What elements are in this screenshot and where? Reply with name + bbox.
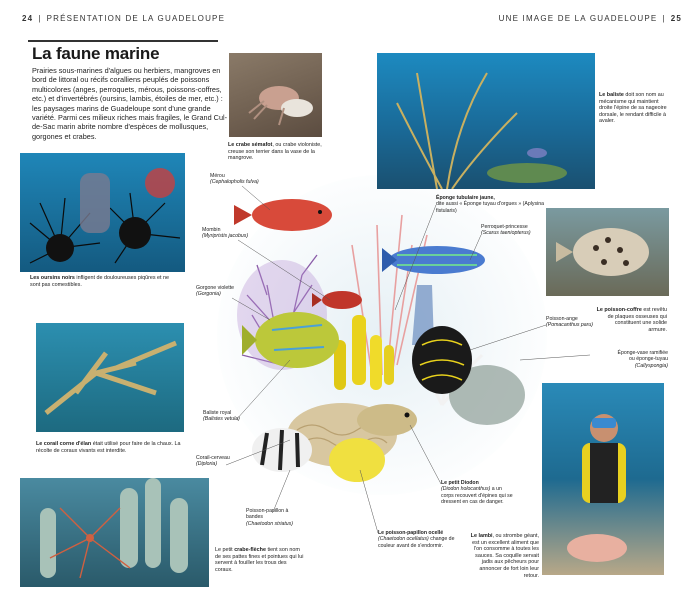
label-diodon-bold: Le petit Diodon [441, 480, 479, 486]
label-diodon-latin: (Diodon holocanthus) [441, 486, 491, 493]
left-running-title: PRÉSENTATION DE LA GUADELOUPE [46, 14, 226, 23]
label-mombin-name: Mombin [202, 227, 221, 233]
label-mombin-latin: (Myripristis jacobus) [202, 233, 249, 240]
conch-caption-text: , ou strombe géant, est un excellent aliment que l'on consomme à toutes les sauces. Sa coquille servait jadis aux pêcheurs pour annoncer de fort loin leur retour. [472, 533, 539, 579]
label-merou-name: Mérou [210, 173, 225, 179]
triggerfish-caption-text: doit son nom au mécanisme qui maintient droite l'épine de sa nageoire dorsale, le rendant difficile à avaler. [599, 92, 667, 125]
label-eponge-vase-latin: (Callyspongia) [634, 362, 668, 369]
label-baliste-royal [203, 410, 273, 423]
label-ocelle-text: change de couleur avant de s'endormir. [378, 536, 455, 549]
triggerfish-caption-bold: Le baliste [599, 92, 624, 98]
label-eponge-tubulaire [436, 195, 546, 214]
label-eponge-vase [588, 350, 668, 369]
urchins-caption-text: infligent de douloureuses piqûres et ne sont pas comestibles. [30, 275, 170, 288]
triggerfish-photo [377, 53, 595, 189]
elkhorn-caption-bold: Le corail corne d'élan [36, 441, 92, 447]
label-ocelle-latin: (Chaetodon ocellatus) [378, 536, 429, 543]
label-diodon [441, 480, 515, 505]
label-ocelle [378, 530, 458, 549]
label-eponge-tubulaire-text: dite aussi « Éponge tuyau d'orgues » (Aplysina fistularis) [436, 201, 544, 214]
label-eponge-vase-text: ou éponge-tuyau [629, 356, 668, 363]
label-perroquet-name: Perroquet-princesse [481, 224, 528, 230]
right-page-number: 25 [670, 14, 682, 23]
label-diodon-text: a un corps recouvert d'épines qui se dressent en cas de danger. [441, 486, 513, 505]
right-running-title: UNE IMAGE DE LA GUADELOUPE [498, 14, 658, 23]
label-perroquet [481, 224, 551, 237]
label-papillon-bandes [246, 508, 306, 527]
page-title: La faune marine [32, 44, 160, 63]
conch-caption [463, 533, 539, 579]
label-baliste-royal-name: Baliste royal [203, 410, 232, 416]
intro-text: Prairies sous-marines d'algues ou herbiers, mangroves en bord de littoral ou récifs coralliens peuplés de poissons multicolores (anges, perroquets, mérous, poissons-coffres, etc.) et d'invertébrés (oursins, lambis, étoiles de mer, etc.) : les paysages marins de Guadeloupe sont d'une grande variété. Parmi ces milieux riches mais fragiles, le Grand Cul-de-Sac marin abrite nombre d'espèces de mollusques, gorgones et crabes. [32, 66, 228, 141]
label-ange-latin: (Pomacanthus paru) [546, 322, 593, 329]
label-merou-latin: (Cephalopholis fulva) [210, 179, 259, 186]
diver-conch-photo [542, 383, 664, 575]
reef-illustration [212, 165, 547, 505]
label-corail-cerveau-name: Corail-cerveau [196, 455, 230, 461]
arrow-crab-caption [215, 547, 305, 573]
crab-caption [228, 142, 328, 162]
label-ange-name: Poisson-ange [546, 316, 578, 322]
label-corail-cerveau-latin: (Diploria) [196, 461, 218, 468]
label-ange [546, 316, 616, 329]
label-papillon-bandes-name: Poisson-papillon à bandes [246, 508, 289, 521]
crab-caption-bold: Le crabe sémafot [228, 142, 273, 148]
arrow-crab-photo [20, 478, 209, 587]
crab-caption-text: , ou crabe violoniste, creuse son terrier dans la vase de la mangrove. [228, 142, 322, 162]
elkhorn-caption [36, 441, 186, 454]
label-ocelle-bold: Le poisson-papillon ocellé [378, 530, 444, 536]
label-papillon-bandes-latin: (Chaetodon striatus) [246, 520, 293, 527]
elkhorn-coral-photo [36, 323, 184, 432]
boxfish-caption-text: est revêtu de plaques osseuses qui constituent une solide armure. [607, 307, 667, 333]
label-perroquet-latin: (Scarus taeniopterus) [481, 230, 531, 237]
fiddler-crab-photo [229, 53, 322, 137]
triggerfish-caption [599, 92, 669, 125]
boxfish-caption-bold: Le poisson-coffre [596, 307, 642, 313]
left-page-number: 24 [22, 14, 34, 23]
label-merou [210, 173, 280, 186]
label-corail-cerveau [196, 455, 266, 468]
title-rule [28, 40, 218, 42]
right-page-header: UNE IMAGE DE LA GUADELOUPE | 25 [498, 14, 682, 23]
urchins-caption-bold: Les oursins noirs [30, 275, 75, 281]
urchins-caption [30, 275, 175, 288]
label-eponge-vase-name: Éponge-vase ramifiée [617, 350, 668, 356]
label-baliste-royal-latin: (Balistes vetula) [203, 416, 240, 423]
conch-caption-bold: Le lambi [470, 533, 493, 539]
label-eponge-tubulaire-name: Éponge tubulaire jaune, [436, 195, 495, 201]
label-mombin [202, 227, 272, 240]
elkhorn-caption-text: était utilisé pour faire de la chaux. La récolte de coraux vivants est interdite. [36, 441, 181, 454]
arrow-crab-caption-text: tient son nom de ses pattes fines et pointues qui lui servent à fouiller les trous des coraux. [215, 547, 304, 573]
sea-urchins-photo [20, 153, 185, 272]
arrow-crab-caption-bold: crabe-flèche [234, 547, 266, 553]
left-page-header: 24 | PRÉSENTATION DE LA GUADELOUPE [22, 14, 226, 23]
boxfish-photo [546, 208, 669, 296]
label-gorgone-name: Gorgone violette [196, 285, 235, 291]
label-gorgone [196, 285, 266, 298]
label-gorgone-latin: (Gorgonia) [196, 291, 221, 298]
arrow-crab-caption-pre: Le petit [215, 547, 235, 553]
